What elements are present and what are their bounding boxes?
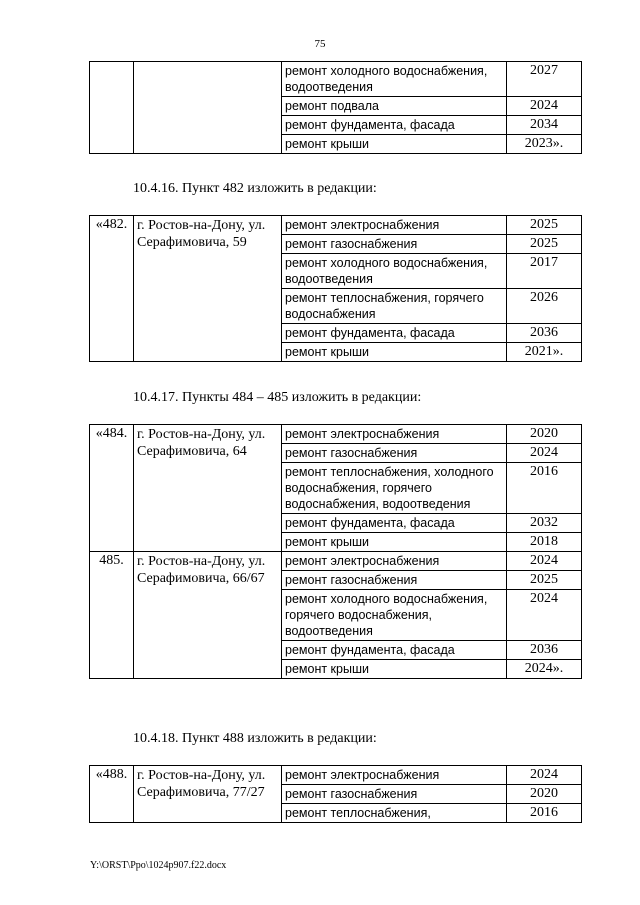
year-cell: 2023». <box>507 135 582 154</box>
item-number: «482. <box>90 216 134 362</box>
address-cell: г. Ростов-на-Дону, ул. Серафимовича, 59 <box>134 216 282 362</box>
item-number: «488. <box>90 766 134 823</box>
heading-items-484-485: 10.4.17. Пункты 484 – 485 изложить в редакции: <box>133 390 422 405</box>
table-row <box>90 216 582 235</box>
table-row <box>90 62 582 97</box>
year-cell: 2024». <box>507 660 582 679</box>
table-row <box>90 766 582 785</box>
work-type-cell: ремонт холодного водоснабжения, водоотведения <box>282 254 507 289</box>
year-cell: 2016 <box>507 804 582 823</box>
year-cell: 2024 <box>507 590 582 641</box>
work-type-cell: ремонт крыши <box>282 533 507 552</box>
work-type-cell: ремонт крыши <box>282 660 507 679</box>
year-cell: 2027 <box>507 62 582 97</box>
work-type-cell: ремонт фундамента, фасада <box>282 514 507 533</box>
table-row <box>90 425 582 444</box>
work-type-cell: ремонт теплоснабжения, <box>282 804 507 823</box>
work-type-cell: ремонт холодного водоснабжения, водоотведения <box>282 62 507 97</box>
works-table-484-485 <box>89 424 582 679</box>
work-type-cell: ремонт газоснабжения <box>282 785 507 804</box>
year-cell: 2024 <box>507 97 582 116</box>
work-type-cell: ремонт газоснабжения <box>282 571 507 590</box>
work-type-cell: ремонт электроснабжения <box>282 552 507 571</box>
work-type-cell: ремонт электроснабжения <box>282 216 507 235</box>
works-table-continuation <box>89 61 582 154</box>
address-cell: г. Ростов-на-Дону, ул. Серафимовича, 77/27 <box>134 766 282 823</box>
work-type-cell: ремонт фундамента, фасада <box>282 116 507 135</box>
year-cell: 2024 <box>507 766 582 785</box>
address-cell: г. Ростов-на-Дону, ул. Серафимовича, 64 <box>134 425 282 552</box>
work-type-cell: ремонт фундамента, фасада <box>282 324 507 343</box>
year-cell: 2036 <box>507 641 582 660</box>
year-cell: 2016 <box>507 463 582 514</box>
table-row <box>90 552 582 571</box>
page-number: 75 <box>314 38 326 50</box>
year-cell: 2025 <box>507 235 582 254</box>
year-cell: 2017 <box>507 254 582 289</box>
work-type-cell: ремонт газоснабжения <box>282 235 507 254</box>
year-cell: 2018 <box>507 533 582 552</box>
work-type-cell: ремонт газоснабжения <box>282 444 507 463</box>
work-type-cell: ремонт фундамента, фасада <box>282 641 507 660</box>
year-cell: 2034 <box>507 116 582 135</box>
year-cell: 2036 <box>507 324 582 343</box>
year-cell: 2020 <box>507 785 582 804</box>
work-type-cell: ремонт крыши <box>282 135 507 154</box>
work-type-cell: ремонт холодного водоснабжения, горячего водоснабжения, водоотведения <box>282 590 507 641</box>
works-table-482 <box>89 215 582 362</box>
item-number <box>90 62 134 154</box>
address-cell <box>134 62 282 154</box>
heading-item-488: 10.4.18. Пункт 488 изложить в редакции: <box>133 731 377 746</box>
item-number: 485. <box>90 552 134 679</box>
year-cell: 2026 <box>507 289 582 324</box>
work-type-cell: ремонт теплоснабжения, горячего водоснабжения <box>282 289 507 324</box>
file-path-footer: Y:\ORST\Ppo\1024p907.f22.docx <box>90 860 227 871</box>
work-type-cell: ремонт крыши <box>282 343 507 362</box>
year-cell: 2021». <box>507 343 582 362</box>
work-type-cell: ремонт электроснабжения <box>282 766 507 785</box>
work-type-cell: ремонт подвала <box>282 97 507 116</box>
works-table-488 <box>89 765 582 823</box>
year-cell: 2025 <box>507 571 582 590</box>
year-cell: 2024 <box>507 444 582 463</box>
year-cell: 2025 <box>507 216 582 235</box>
work-type-cell: ремонт теплоснабжения, холодного водоснабжения, горячего водоснабжения, водоотведения <box>282 463 507 514</box>
year-cell: 2020 <box>507 425 582 444</box>
heading-item-482: 10.4.16. Пункт 482 изложить в редакции: <box>133 181 377 196</box>
address-cell: г. Ростов-на-Дону, ул. Серафимовича, 66/67 <box>134 552 282 679</box>
work-type-cell: ремонт электроснабжения <box>282 425 507 444</box>
item-number: «484. <box>90 425 134 552</box>
year-cell: 2032 <box>507 514 582 533</box>
year-cell: 2024 <box>507 552 582 571</box>
